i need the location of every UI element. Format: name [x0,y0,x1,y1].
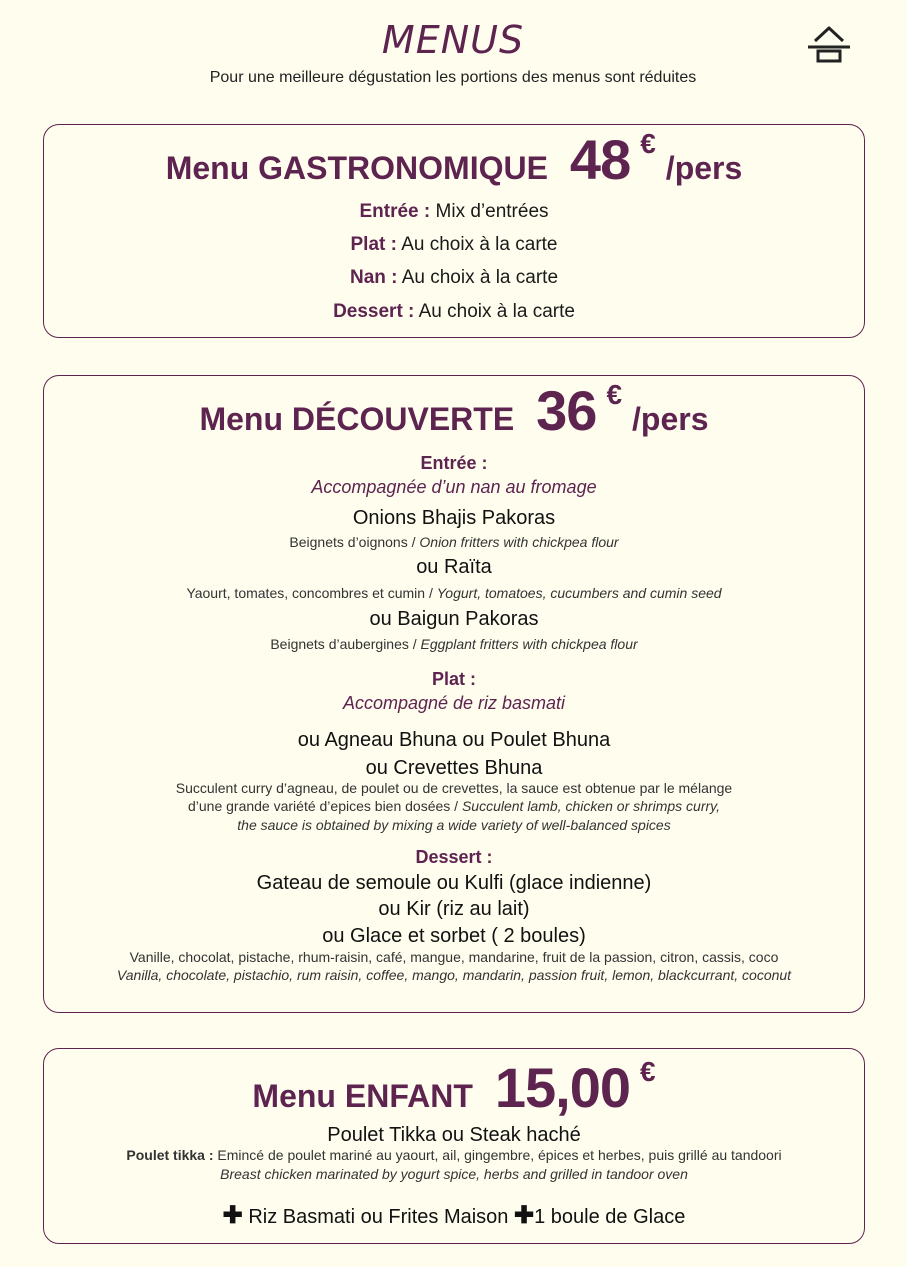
section-label-plat: Plat : [431,669,476,689]
menu-name: Menu GASTRONOMIQUE [165,150,548,186]
per-person-label: /pers [632,401,709,437]
menu-price: 36 [536,379,597,442]
menu-price: 15,00 [494,1056,630,1119]
section-label-entree: Entrée : [420,453,488,473]
menu-price: 48 [569,128,631,191]
page-subtitle: Pour une meilleure dégustation les portions des menus sont réduites [209,69,697,86]
desc-fr: Beignets d’oignons / [289,534,420,550]
section-note-plat: Accompagné de riz basmati [342,693,566,713]
desc-en: Eggplant fritters with chickpea flour [420,636,638,652]
dish-description [44,798,864,814]
desc-en: Succulent lamb, chicken or shrimps curry, [461,798,721,814]
page-title: MENUS [381,18,525,62]
plus-icon: ✚ [513,1202,535,1229]
dish-description: the sauce is obtained by mixing a wide variety of well-balanced spices [237,817,671,833]
course-label: Plat : [350,234,397,255]
menu-name: Menu DÉCOUVERTE [199,401,515,437]
plus-icon: ✚ [222,1202,243,1229]
dish-name: ou Raïta [416,556,492,578]
home-icon [806,24,852,64]
desc-fr: Yaourt, tomates, concombres et cumin / [186,585,437,601]
course-label: Nan : [349,267,398,288]
menu-enfant-card [43,1048,865,1244]
course-row-plat [44,234,864,256]
currency-symbol: € [640,1056,656,1087]
currency-symbol: € [640,128,656,159]
side-option: Riz Basmati ou Frites Maison [248,1206,509,1228]
course-row-nan [44,267,864,289]
desc-fr: Beignets d’aubergines / [270,636,421,652]
desc-fr: d’une grande variété d’epices bien dosées / [187,798,462,814]
menu-name: Menu ENFANT [252,1078,473,1114]
course-label: Dessert : [333,301,415,322]
flavors-fr: Vanille, chocolat, pistache, rhum-raisin, café, mangue, mandarine, fruit de la passion, citron, cassis, coco [129,949,779,965]
dish-description: Succulent curry d’agneau, de poulet ou de crevettes, la sauce est obtenue par le mélange [175,780,733,796]
dish-description [44,636,864,652]
dish-description-en: Breast chicken marinated by yogurt spice, herbs and grilled in tandoor oven [220,1166,688,1182]
currency-symbol: € [606,379,623,410]
dish-name: ou Kir (riz au lait) [378,898,530,920]
dish-name: Poulet Tikka ou Steak haché [327,1124,581,1146]
extra-option: 1 boule de Glace [534,1206,686,1228]
home-button[interactable] [806,24,852,64]
menu-decouverte-header [44,378,864,443]
sides-line [44,1201,864,1230]
course-row-entree [44,201,864,223]
dish-name: Onions Bhajis Pakoras [352,507,556,529]
course-row-dessert [44,301,864,323]
menu-gastronomique-card [43,124,865,338]
dish-description [44,1147,864,1163]
dish-description [44,585,864,601]
tikka-label: Poulet tikka : [126,1147,214,1163]
dish-name: ou Baigun Pakoras [369,608,539,630]
dish-name: Gateau de semoule ou Kulfi (glace indienne) [256,872,652,894]
course-label: Entrée : [359,201,431,222]
dish-name: ou Glace et sorbet ( 2 boules) [322,925,586,947]
per-person-label: /pers [665,150,743,186]
menu-enfant-header [44,1055,864,1120]
flavors-en: Vanilla, chocolate, pistachio, rum raisin, coffee, mango, mandarin, passion fruit, lemon, blackcurrant, coconut [116,967,792,983]
dish-name: ou Agneau Bhuna ou Poulet Bhuna [297,729,611,751]
course-value: Mix d’entrées [435,201,549,222]
course-value: Au choix à la carte [401,267,559,288]
desc-en: Yogurt, tomatoes, cucumbers and cumin seed [436,585,722,601]
course-value: Au choix à la carte [401,234,558,255]
section-label-dessert: Dessert : [415,847,493,867]
section-note-entree: Accompagnée d’un nan au fromage [311,477,597,497]
course-value: Au choix à la carte [418,301,575,322]
dish-description [44,534,864,550]
dish-name: ou Crevettes Bhuna [365,757,543,779]
menu-gastronomique-header [44,127,864,192]
tikka-desc: Emincé de poulet mariné au yaourt, ail, gingembre, épices et herbes, puis grillé au tandoori [217,1147,782,1163]
desc-en: Onion fritters with chickpea flour [419,534,619,550]
menu-decouverte-card [43,375,865,1013]
